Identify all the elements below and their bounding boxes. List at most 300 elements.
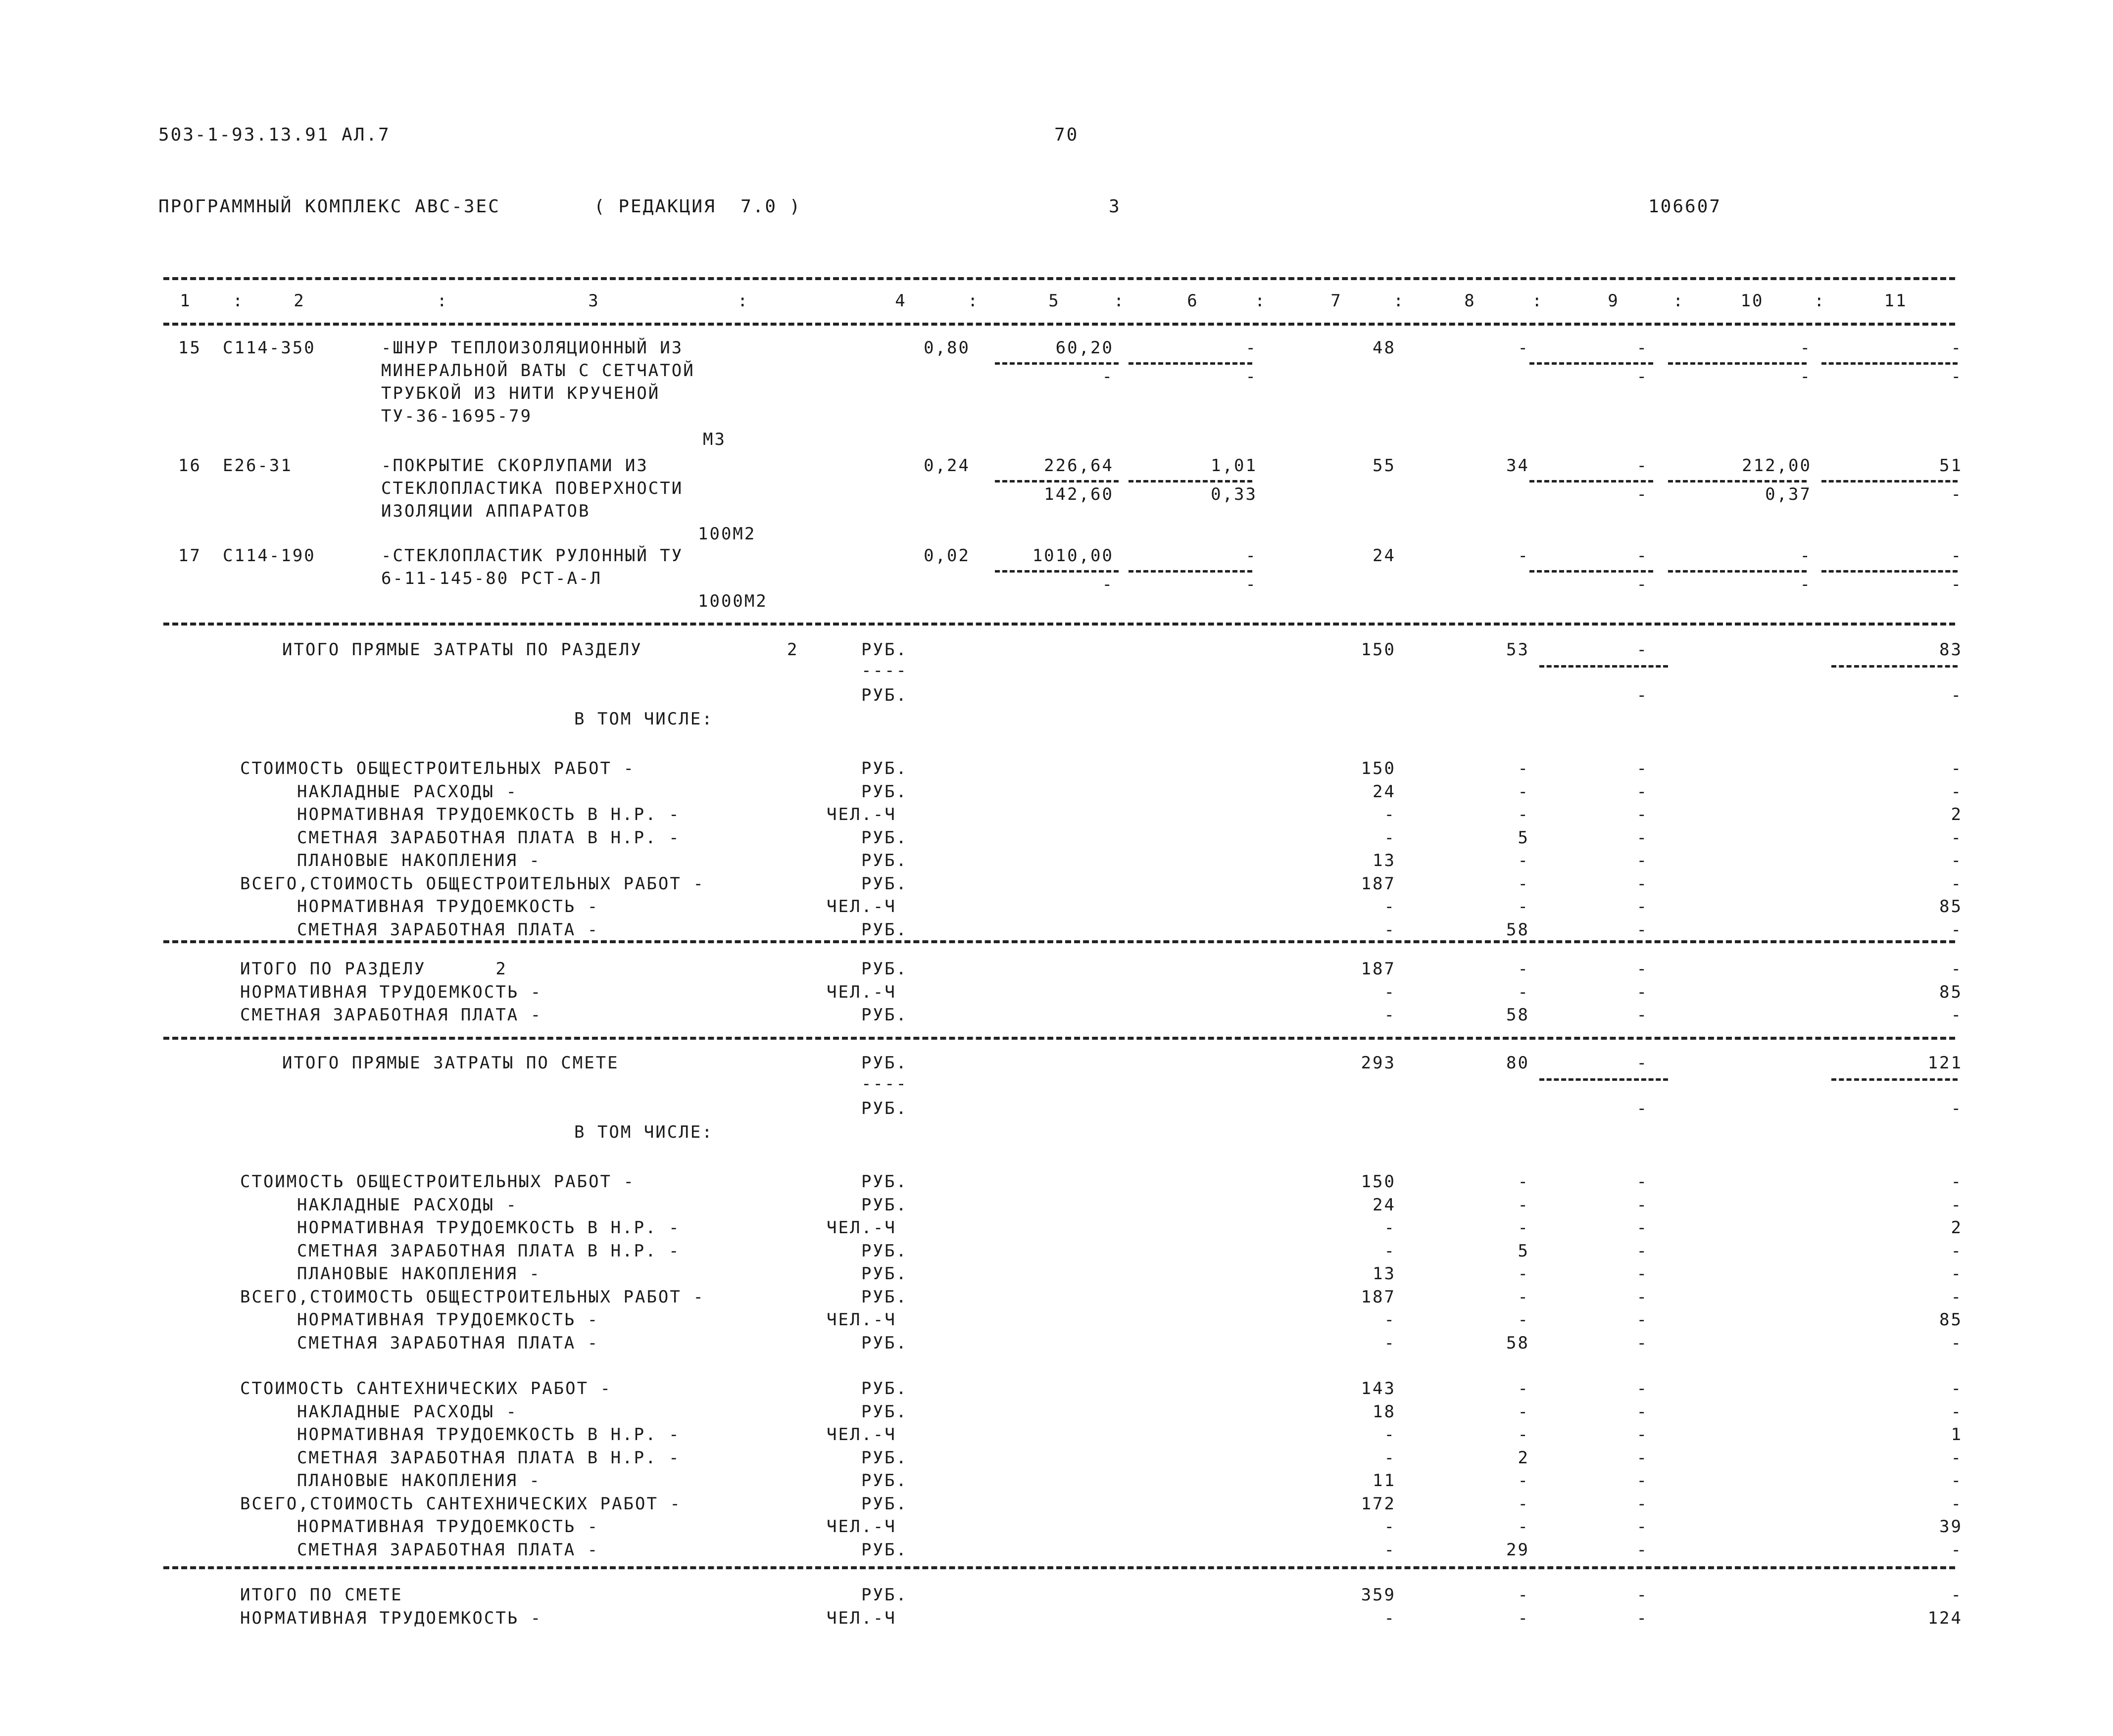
block3-row-col9: -: [1636, 1540, 1648, 1560]
including-heading-2: В ТОМ ЧИСЛЕ:: [574, 1122, 714, 1142]
estimate-total-col9-sub: -: [1636, 1099, 1648, 1118]
block2-row-label: СМЕТНАЯ ЗАРАБОТНАЯ ПЛАТА -: [297, 1333, 599, 1353]
block1-row-col8: -: [1518, 781, 1529, 802]
block3-row-label: СМЕТНАЯ ЗАРАБОТНАЯ ПЛАТА -: [297, 1540, 599, 1560]
section-total-unit2: РУБ.: [861, 685, 908, 705]
col10-sub: -: [1800, 367, 1812, 386]
section-summary-row-col8: 58: [1506, 1005, 1529, 1025]
block3-row-col7: -: [1384, 1425, 1396, 1445]
column-separator: :: [1393, 291, 1405, 311]
item-description: ТУ-36-1695-79: [381, 406, 533, 426]
col5-sub: -: [1102, 367, 1114, 386]
final-total-row-col7: 359: [1361, 1585, 1396, 1605]
block2-row-unit: ЧЕЛ.-Ч: [827, 1310, 896, 1330]
section-summary-row-col11: 85: [1939, 982, 1963, 1002]
col6-sub: -: [1245, 575, 1257, 594]
block1-row-col9: -: [1636, 919, 1648, 940]
col10-divider: [1668, 570, 1807, 573]
block1-row-col7: 150: [1361, 759, 1396, 778]
block1-row-unit: ЧЕЛ.-Ч: [827, 897, 896, 916]
block1-row-unit: РУБ.: [861, 851, 908, 870]
block3-row-col9: -: [1636, 1494, 1648, 1514]
block1-row-unit: РУБ.: [861, 827, 908, 848]
block3-row-col8: -: [1518, 1471, 1529, 1491]
section-summary-row-col8: -: [1518, 982, 1529, 1002]
block2-row-col11: -: [1951, 1333, 1963, 1353]
block2-row-label: НОРМАТИВНАЯ ТРУДОЕМКОСТЬ -: [297, 1310, 599, 1330]
column-number: 3: [588, 291, 600, 311]
block3-row-col7: 143: [1361, 1379, 1396, 1398]
block1-row-col7: -: [1384, 919, 1396, 940]
block3-row-label: НАКЛАДНЫЕ РАСХОДЫ -: [297, 1401, 518, 1422]
block1-row-col7: 187: [1361, 873, 1396, 894]
block3-row-col11: -: [1951, 1471, 1963, 1491]
col10-divider: [1668, 362, 1807, 365]
block2-row-col7: -: [1384, 1310, 1396, 1330]
block2-row-col7: -: [1384, 1218, 1396, 1238]
block2-row-col7: 13: [1373, 1264, 1396, 1284]
section-total-col9-sub: -: [1636, 685, 1648, 705]
col9-value: -: [1636, 338, 1648, 358]
col9-value: -: [1636, 546, 1648, 566]
block3-row-col11: -: [1951, 1494, 1963, 1514]
col10-value: 212,00: [1742, 456, 1812, 476]
header-bottom-rule: [163, 323, 1955, 326]
section-summary-row-unit: РУБ.: [861, 959, 908, 979]
block1-row-col9: -: [1636, 897, 1648, 916]
block2-row-col11: -: [1951, 1264, 1963, 1284]
block3-row-col11: 1: [1951, 1425, 1963, 1445]
block2-row-col11: -: [1951, 1195, 1963, 1215]
block3-row-label: СМЕТНАЯ ЗАРАБОТНАЯ ПЛАТА В Н.Р. -: [297, 1447, 681, 1468]
col6-sub: 0,33: [1211, 484, 1257, 504]
block3-row-col7: -: [1384, 1517, 1396, 1537]
item-code: Е26-31: [223, 456, 293, 476]
section-summary-row-col9: -: [1636, 959, 1648, 979]
block3-row-unit: РУБ.: [861, 1401, 908, 1422]
section-summary-row-label: ИТОГО ПО РАЗДЕЛУ 2: [240, 959, 507, 979]
program-revision: ( РЕДАКЦИЯ 7.0 ): [594, 196, 802, 217]
block3-row-col7: -: [1384, 1540, 1396, 1560]
item-number: 15: [178, 338, 201, 358]
col9-sub: -: [1636, 367, 1648, 386]
section-rule: [163, 623, 1955, 626]
block3-row-col8: 29: [1506, 1540, 1529, 1560]
block1-row-col8: -: [1518, 851, 1529, 870]
estimate-total-col7: 293: [1361, 1053, 1396, 1073]
sheet-number: 3: [1109, 196, 1121, 217]
final-total-row-col7: -: [1384, 1608, 1396, 1628]
final-total-row-col9: -: [1636, 1608, 1648, 1628]
block1-row-col9: -: [1636, 759, 1648, 778]
block2-row-col11: -: [1951, 1287, 1963, 1307]
page-number: 70: [1054, 125, 1079, 145]
block3-row-unit: РУБ.: [861, 1447, 908, 1468]
item-quantity: 0,24: [924, 456, 970, 476]
col5-divider: [995, 480, 1119, 482]
block1-rule: [163, 940, 1955, 943]
final-total-row-label: НОРМАТИВНАЯ ТРУДОЕМКОСТЬ -: [240, 1608, 542, 1628]
block2-row-unit: РУБ.: [861, 1195, 908, 1215]
col6-total: -: [1245, 546, 1257, 566]
item-description: -ПОКРЫТИЕ СКОРЛУПАМИ ИЗ: [381, 456, 648, 476]
estimate-rule: [163, 1037, 1955, 1040]
estimate-total-col11: 121: [1927, 1053, 1963, 1073]
final-total-row-unit: ЧЕЛ.-Ч: [827, 1608, 896, 1628]
column-number: 5: [1048, 291, 1060, 311]
block2-row-col11: -: [1951, 1241, 1963, 1261]
block1-row-label: НОРМАТИВНАЯ ТРУДОЕМКОСТЬ В Н.Р. -: [297, 805, 681, 824]
section-summary-row-label: СМЕТНАЯ ЗАРАБОТНАЯ ПЛАТА -: [240, 1005, 542, 1025]
item-number: 16: [178, 456, 201, 476]
final-total-row-label: ИТОГО ПО СМЕТЕ: [240, 1585, 403, 1605]
block3-row-col9: -: [1636, 1471, 1648, 1491]
block1-row-col7: 13: [1373, 851, 1396, 870]
final-total-row-col11: -: [1951, 1585, 1963, 1605]
col6-total: 1,01: [1211, 456, 1257, 476]
col6-divider: [1129, 362, 1252, 365]
block3-row-col11: -: [1951, 1401, 1963, 1422]
block2-row-col9: -: [1636, 1333, 1648, 1353]
col9-sub: -: [1636, 575, 1648, 594]
col10-value: -: [1800, 338, 1812, 358]
col10-sub: -: [1800, 575, 1812, 594]
block1-row-col7: -: [1384, 827, 1396, 848]
block3-row-unit: РУБ.: [861, 1540, 908, 1560]
section-total-col9: -: [1636, 640, 1648, 660]
block3-row-col11: -: [1951, 1540, 1963, 1560]
col5-sub: 142,60: [1044, 484, 1114, 504]
item-unit: 1000М2: [698, 591, 768, 611]
block1-row-col11: 2: [1951, 805, 1963, 824]
block3-row-unit: РУБ.: [861, 1379, 908, 1398]
col6-divider: [1129, 480, 1252, 482]
block2-row-label: НОРМАТИВНАЯ ТРУДОЕМКОСТЬ В Н.Р. -: [297, 1218, 681, 1238]
block1-row-col8: 58: [1506, 919, 1529, 940]
block3-row-col7: 18: [1373, 1401, 1396, 1422]
block2-row-unit: РУБ.: [861, 1241, 908, 1261]
estimate-total-col9: -: [1636, 1053, 1648, 1073]
col10-value: -: [1800, 546, 1812, 566]
col10-divider: [1668, 480, 1807, 482]
section-summary-row-col7: -: [1384, 982, 1396, 1002]
block2-row-col7: 187: [1361, 1287, 1396, 1307]
block3-row-col8: -: [1518, 1494, 1529, 1514]
estimate-total-col8: 80: [1506, 1053, 1529, 1073]
block2-row-col8: -: [1518, 1287, 1529, 1307]
col7-value: 24: [1373, 546, 1396, 566]
section-summary-row-col7: -: [1384, 1005, 1396, 1025]
block2-row-col8: -: [1518, 1310, 1529, 1330]
block3-row-unit: ЧЕЛ.-Ч: [827, 1425, 896, 1445]
column-number: 11: [1884, 291, 1908, 311]
block1-row-col8: 5: [1518, 827, 1529, 848]
block2-row-col8: -: [1518, 1195, 1529, 1215]
block1-row-label: НОРМАТИВНАЯ ТРУДОЕМКОСТЬ -: [297, 897, 599, 916]
block2-row-col11: 85: [1939, 1310, 1963, 1330]
col11-sub: -: [1951, 575, 1963, 594]
section-summary-row-col8: -: [1518, 959, 1529, 979]
block1-row-unit: РУБ.: [861, 919, 908, 940]
section-total-unit-separator: ----: [861, 661, 908, 680]
block3-row-col9: -: [1636, 1379, 1648, 1398]
block2-row-col11: 2: [1951, 1218, 1963, 1238]
section-total-col11-sub: -: [1951, 685, 1963, 705]
col9-divider: [1529, 480, 1653, 482]
estimate-total-col11-divider: [1831, 1078, 1958, 1081]
col11-divider: [1821, 362, 1958, 365]
item-description: ИЗОЛЯЦИИ АППАРАТОВ: [381, 501, 590, 521]
block1-row-col7: 24: [1373, 781, 1396, 802]
block2-row-col9: -: [1636, 1172, 1648, 1192]
block1-row-label: ВСЕГО,СТОИМОСТЬ ОБЩЕСТРОИТЕЛЬНЫХ РАБОТ -: [240, 873, 705, 894]
estimate-total-col11-sub: -: [1951, 1099, 1963, 1118]
block2-row-col9: -: [1636, 1218, 1648, 1238]
item-quantity: 0,02: [924, 546, 970, 566]
block2-row-col8: -: [1518, 1172, 1529, 1192]
block3-row-col8: -: [1518, 1517, 1529, 1537]
block3-row-col8: 2: [1518, 1447, 1529, 1468]
column-number: 8: [1464, 291, 1476, 311]
item-unit: 100М2: [698, 524, 756, 544]
final-total-row-col8: -: [1518, 1585, 1529, 1605]
block2-row-label: НАКЛАДНЫЕ РАСХОДЫ -: [297, 1195, 518, 1215]
block1-row-col11: -: [1951, 851, 1963, 870]
block1-row-label: СТОИМОСТЬ ОБЩЕСТРОИТЕЛЬНЫХ РАБОТ -: [240, 759, 635, 778]
final-total-row-col8: -: [1518, 1608, 1529, 1628]
block1-row-label: СМЕТНАЯ ЗАРАБОТНАЯ ПЛАТА -: [297, 919, 599, 940]
block1-row-unit: РУБ.: [861, 873, 908, 894]
block3-row-unit: РУБ.: [861, 1471, 908, 1491]
col8-value: -: [1518, 546, 1529, 566]
item-description: МИНЕРАЛЬНОЙ ВАТЫ С СЕТЧАТОЙ: [381, 361, 695, 381]
column-separator: :: [1532, 291, 1544, 311]
block3-row-label: ПЛАНОВЫЕ НАКОПЛЕНИЯ -: [297, 1471, 541, 1491]
section-summary-row-label: НОРМАТИВНАЯ ТРУДОЕМКОСТЬ -: [240, 982, 542, 1002]
program-name: ПРОГРАММНЫЙ КОМПЛЕКС АВС-3ЕС: [158, 196, 500, 217]
block3-row-col9: -: [1636, 1425, 1648, 1445]
item-description: СТЕКЛОПЛАСТИКА ПОВЕРХНОСТИ: [381, 479, 684, 498]
block2-row-col9: -: [1636, 1287, 1648, 1307]
column-number: 6: [1187, 291, 1199, 311]
column-separator: :: [1814, 291, 1826, 311]
item-quantity: 0,80: [924, 338, 970, 358]
col11-value: -: [1951, 338, 1963, 358]
col6-divider: [1129, 570, 1252, 573]
col8-value: 34: [1506, 456, 1529, 476]
item-unit: М3: [703, 430, 726, 449]
col7-value: 55: [1373, 456, 1396, 476]
block1-row-col11: -: [1951, 919, 1963, 940]
final-total-row-col9: -: [1636, 1585, 1648, 1605]
document-number: 106607: [1648, 196, 1722, 217]
block2-row-col7: 150: [1361, 1172, 1396, 1192]
block3-row-col8: -: [1518, 1401, 1529, 1422]
estimate-total-unit-separator: ----: [861, 1074, 908, 1094]
block3-row-col7: -: [1384, 1447, 1396, 1468]
col9-value: -: [1636, 456, 1648, 476]
block2-row-unit: РУБ.: [861, 1333, 908, 1353]
block1-row-col9: -: [1636, 781, 1648, 802]
column-number: 2: [294, 291, 305, 311]
estimate-total-label: ИТОГО ПРЯМЫЕ ЗАТРАТЫ ПО СМЕТЕ: [282, 1053, 619, 1073]
section-summary-row-col7: 187: [1361, 959, 1396, 979]
col11-sub: -: [1951, 484, 1963, 504]
section-total-col7: 150: [1361, 640, 1396, 660]
col5-sub: -: [1102, 575, 1114, 594]
column-number: 9: [1608, 291, 1620, 311]
block1-row-col8: -: [1518, 873, 1529, 894]
block1-row-col7: -: [1384, 805, 1396, 824]
block2-row-unit: РУБ.: [861, 1264, 908, 1284]
column-number: 7: [1330, 291, 1342, 311]
section-total-label: ИТОГО ПРЯМЫЕ ЗАТРАТЫ ПО РАЗДЕЛУ: [282, 640, 642, 660]
block1-row-col8: -: [1518, 897, 1529, 916]
col6-sub: -: [1245, 367, 1257, 386]
block3-row-col7: 11: [1373, 1471, 1396, 1491]
block1-row-unit: РУБ.: [861, 759, 908, 778]
item-code: С114-350: [223, 338, 316, 358]
block3-row-label: НОРМАТИВНАЯ ТРУДОЕМКОСТЬ -: [297, 1517, 599, 1537]
block2-row-col7: 24: [1373, 1195, 1396, 1215]
section-summary-row-col11: -: [1951, 1005, 1963, 1025]
block3-row-unit: ЧЕЛ.-Ч: [827, 1517, 896, 1537]
section-total-col11: 83: [1939, 640, 1963, 660]
block1-row-col9: -: [1636, 873, 1648, 894]
block1-row-label: НАКЛАДНЫЕ РАСХОДЫ -: [297, 781, 518, 802]
block2-row-col8: -: [1518, 1218, 1529, 1238]
section-total-col11-divider: [1831, 665, 1958, 668]
col9-sub: -: [1636, 484, 1648, 504]
col9-divider: [1529, 362, 1653, 365]
col5-total: 226,64: [1044, 456, 1114, 476]
col10-sub: 0,37: [1765, 484, 1812, 504]
block2-row-col9: -: [1636, 1264, 1648, 1284]
block1-row-unit: ЧЕЛ.-Ч: [827, 805, 896, 824]
block2-row-label: СМЕТНАЯ ЗАРАБОТНАЯ ПЛАТА В Н.Р. -: [297, 1241, 681, 1261]
block1-row-col9: -: [1636, 827, 1648, 848]
block1-row-col11: -: [1951, 873, 1963, 894]
item-number: 17: [178, 546, 201, 566]
col11-value: 51: [1939, 456, 1963, 476]
item-code: С114-190: [223, 546, 316, 566]
col6-total: -: [1245, 338, 1257, 358]
section-total-col9-divider: [1539, 665, 1668, 668]
block2-row-col9: -: [1636, 1310, 1648, 1330]
column-number: 4: [895, 291, 907, 311]
block1-row-col8: -: [1518, 759, 1529, 778]
col5-divider: [995, 362, 1119, 365]
block3-row-label: СТОИМОСТЬ САНТЕХНИЧЕСКИХ РАБОТ -: [240, 1379, 612, 1398]
column-number: 1: [180, 291, 192, 311]
col11-divider: [1821, 570, 1958, 573]
document-code: 503-1-93.13.91 АЛ.7: [158, 125, 391, 145]
block2-row-unit: РУБ.: [861, 1172, 908, 1192]
col11-value: -: [1951, 546, 1963, 566]
final-total-row-col11: 124: [1927, 1608, 1963, 1628]
section-summary-row-col9: -: [1636, 982, 1648, 1002]
column-separator: :: [1255, 291, 1267, 311]
block1-row-col8: -: [1518, 805, 1529, 824]
col9-divider: [1529, 570, 1653, 573]
block3-row-col11: 39: [1939, 1517, 1963, 1537]
block3-row-unit: РУБ.: [861, 1494, 908, 1514]
block2-row-col7: -: [1384, 1333, 1396, 1353]
item-description: ТРУБКОЙ ИЗ НИТИ КРУЧЕНОЙ: [381, 384, 660, 403]
item-description: -ШНУР ТЕПЛОИЗОЛЯЦИОННЫЙ ИЗ: [381, 338, 684, 358]
block2-row-col8: -: [1518, 1264, 1529, 1284]
estimate-total-unit2: РУБ.: [861, 1099, 908, 1118]
block3-row-col8: -: [1518, 1379, 1529, 1398]
col11-sub: -: [1951, 367, 1963, 386]
block3-row-col8: -: [1518, 1425, 1529, 1445]
block2-row-label: СТОИМОСТЬ ОБЩЕСТРОИТЕЛЬНЫХ РАБОТ -: [240, 1172, 635, 1192]
col5-divider: [995, 570, 1119, 573]
block1-row-col7: -: [1384, 897, 1396, 916]
column-separator: :: [437, 291, 448, 311]
final-total-row-unit: РУБ.: [861, 1585, 908, 1605]
block2-row-unit: РУБ.: [861, 1287, 908, 1307]
block2-row-col11: -: [1951, 1172, 1963, 1192]
including-heading: В ТОМ ЧИСЛЕ:: [574, 709, 714, 729]
section-total-section: 2: [787, 640, 799, 660]
column-separator: :: [1673, 291, 1685, 311]
col5-total: 1010,00: [1032, 546, 1114, 566]
column-separator: :: [737, 291, 749, 311]
column-separator: :: [1114, 291, 1126, 311]
block3-row-label: ВСЕГО,СТОИМОСТЬ САНТЕХНИЧЕСКИХ РАБОТ -: [240, 1494, 682, 1514]
col8-value: -: [1518, 338, 1529, 358]
block2-row-col9: -: [1636, 1241, 1648, 1261]
block2-row-unit: ЧЕЛ.-Ч: [827, 1218, 896, 1238]
item-description: -СТЕКЛОПЛАСТИК РУЛОННЫЙ ТУ: [381, 546, 684, 566]
block3-row-col11: -: [1951, 1379, 1963, 1398]
final-rule: [163, 1566, 1955, 1569]
block2-row-col9: -: [1636, 1195, 1648, 1215]
block1-row-col9: -: [1636, 851, 1648, 870]
block1-row-col11: -: [1951, 781, 1963, 802]
block3-row-col9: -: [1636, 1517, 1648, 1537]
item-description: 6-11-145-80 РСТ-А-Л: [381, 569, 602, 588]
section-summary-row-col9: -: [1636, 1005, 1648, 1025]
block2-row-label: ПЛАНОВЫЕ НАКОПЛЕНИЯ -: [297, 1264, 541, 1284]
section-total-unit: РУБ.: [861, 640, 908, 660]
section-summary-row-col11: -: [1951, 959, 1963, 979]
block1-row-label: СМЕТНАЯ ЗАРАБОТНАЯ ПЛАТА В Н.Р. -: [297, 827, 681, 848]
block2-row-col8: 58: [1506, 1333, 1529, 1353]
block3-row-label: НОРМАТИВНАЯ ТРУДОЕМКОСТЬ В Н.Р. -: [297, 1425, 681, 1445]
column-separator: :: [968, 291, 980, 311]
section-summary-row-unit: РУБ.: [861, 1005, 908, 1025]
estimate-total-col9-divider: [1539, 1078, 1668, 1081]
col7-value: 48: [1373, 338, 1396, 358]
col5-total: 60,20: [1055, 338, 1114, 358]
block1-row-col11: 85: [1939, 897, 1963, 916]
estimate-total-unit: РУБ.: [861, 1053, 908, 1073]
block3-row-col9: -: [1636, 1401, 1648, 1422]
column-number: 10: [1740, 291, 1764, 311]
block2-row-label: ВСЕГО,СТОИМОСТЬ ОБЩЕСТРОИТЕЛЬНЫХ РАБОТ -: [240, 1287, 705, 1307]
block2-row-col8: 5: [1518, 1241, 1529, 1261]
block1-row-col9: -: [1636, 805, 1648, 824]
section-total-col8: 53: [1506, 640, 1529, 660]
block3-row-col9: -: [1636, 1447, 1648, 1468]
block1-row-unit: РУБ.: [861, 781, 908, 802]
header-top-rule: [163, 277, 1955, 280]
block1-row-label: ПЛАНОВЫЕ НАКОПЛЕНИЯ -: [297, 851, 541, 870]
block2-row-col7: -: [1384, 1241, 1396, 1261]
block1-row-col11: -: [1951, 827, 1963, 848]
